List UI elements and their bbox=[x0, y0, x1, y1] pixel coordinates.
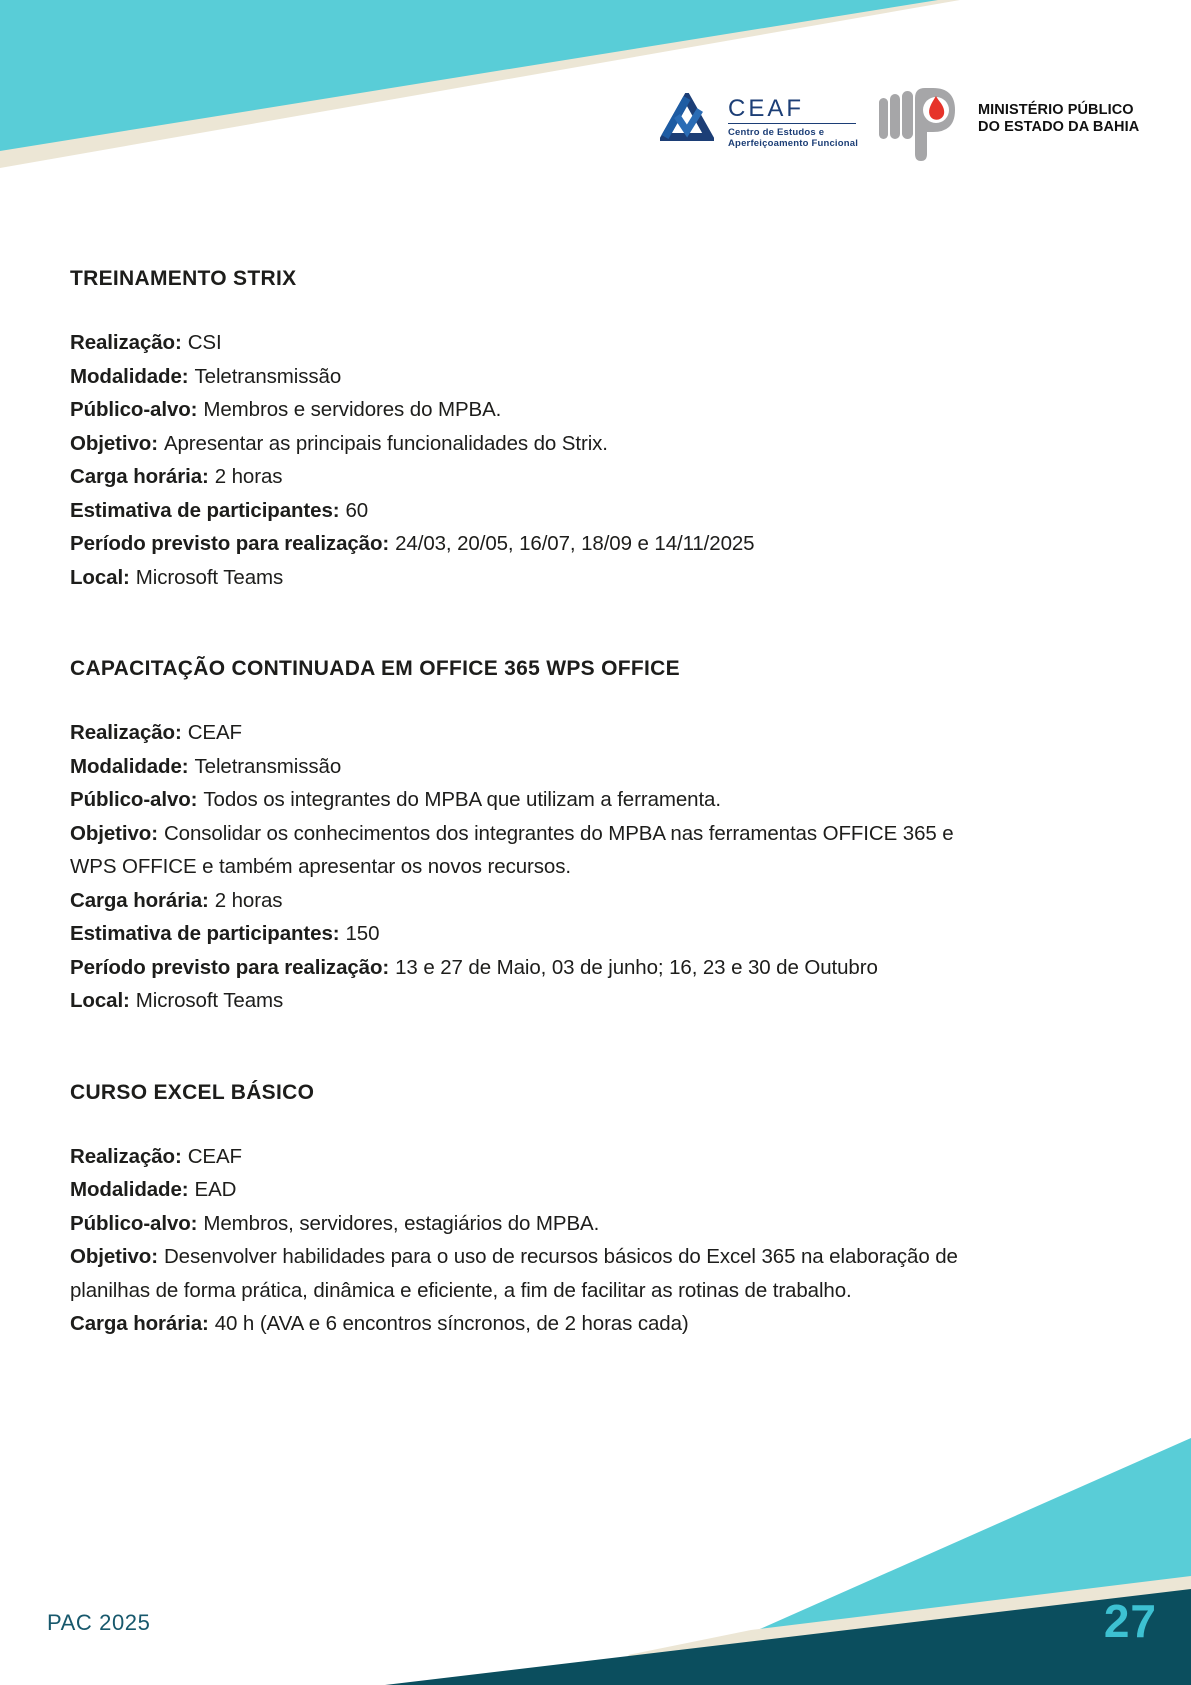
field-label: Modalidade: bbox=[70, 1178, 189, 1201]
field-value: Teletransmissão bbox=[194, 364, 342, 388]
ceaf-acronym: CEAF bbox=[728, 95, 805, 122]
field-value: Apresentar as principais funcionalidades do Strix. bbox=[163, 431, 608, 455]
field-row bbox=[70, 951, 975, 985]
mp-logo-text bbox=[978, 102, 1139, 135]
field-row bbox=[70, 494, 975, 528]
field-value: Teletransmissão bbox=[194, 754, 342, 778]
field-row bbox=[70, 326, 975, 360]
field-label: Estimativa de participantes: bbox=[70, 498, 340, 522]
field-label: Modalidade: bbox=[70, 754, 189, 778]
field-value: Membros, servidores, estagiários do MPBA. bbox=[203, 1211, 600, 1235]
ceaf-subtitle-line1: Centro de Estudos e bbox=[728, 127, 825, 138]
field-row bbox=[70, 427, 975, 461]
section-title: TREINAMENTO STRIX bbox=[70, 267, 297, 290]
field-label: Carga horária: bbox=[70, 888, 209, 912]
mp-text-line1: MINISTÉRIO PÚBLICO bbox=[978, 102, 1134, 118]
field-row bbox=[70, 460, 975, 494]
field-label: Realização: bbox=[70, 331, 182, 354]
field-label: Período previsto para realização: bbox=[70, 532, 390, 555]
field-value: 13 e 27 de Maio, 03 de junho; 16, 23 e 30 de Outubro bbox=[395, 955, 878, 979]
ceaf-logo-text bbox=[728, 93, 858, 149]
field-row bbox=[70, 750, 975, 784]
section-title: CURSO EXCEL BÁSICO bbox=[70, 1080, 315, 1104]
field-value: Microsoft Teams bbox=[135, 565, 284, 589]
field-row bbox=[70, 984, 975, 1018]
ceaf-triangle-icon bbox=[660, 93, 714, 147]
field-label: Carga horária: bbox=[70, 1312, 209, 1335]
field-value: 40 h (AVA e 6 encontros síncronos, de 2 horas cada) bbox=[214, 1312, 689, 1335]
ceaf-subtitle-line2: Aperfeiçoamento Funcional bbox=[728, 138, 859, 149]
footer-dark-triangle bbox=[385, 1589, 1191, 1685]
field-label: Local: bbox=[70, 565, 130, 589]
field-label: Público-alvo: bbox=[70, 788, 198, 811]
field-label: Realização: bbox=[70, 1144, 182, 1168]
document-content bbox=[70, 264, 1116, 1401]
field-label: Objetivo: bbox=[70, 1245, 158, 1268]
field-value: Membros e servidores do MPBA. bbox=[203, 398, 502, 421]
field-value: 150 bbox=[345, 922, 380, 945]
field-label: Carga horária: bbox=[70, 465, 209, 488]
field-value: 24/03, 20/05, 16/07, 18/09 e 14/11/2025 bbox=[395, 532, 755, 555]
field-label: Modalidade: bbox=[70, 364, 189, 388]
field-label: Realização: bbox=[70, 721, 182, 744]
field-row bbox=[70, 884, 975, 918]
section-curso-excel-basico bbox=[70, 1078, 1116, 1341]
mp-text-line2: DO ESTADO DA BAHIA bbox=[978, 118, 1140, 135]
field-row bbox=[70, 716, 975, 750]
field-value: 2 horas bbox=[214, 465, 283, 488]
field-row bbox=[70, 527, 975, 561]
field-row bbox=[70, 393, 975, 427]
field-label: Objetivo: bbox=[70, 821, 158, 845]
field-row bbox=[70, 1307, 975, 1341]
field-label: Público-alvo: bbox=[70, 1211, 198, 1235]
field-row bbox=[70, 1207, 975, 1241]
field-row bbox=[70, 561, 975, 595]
field-label: Público-alvo: bbox=[70, 398, 198, 421]
field-label: Objetivo: bbox=[70, 431, 158, 455]
field-row bbox=[70, 783, 975, 817]
field-value: 60 bbox=[345, 498, 369, 522]
field-value: EAD bbox=[194, 1178, 237, 1201]
field-value: Consolidar os conhecimentos dos integrantes do MPBA nas ferramentas OFFICE 365 e WPS OFFICE e também apresentar os novos recursos. bbox=[70, 821, 954, 878]
field-value: CSI bbox=[187, 331, 222, 354]
field-row bbox=[70, 917, 975, 951]
ceaf-divider-line bbox=[728, 123, 856, 124]
field-label: Período previsto para realização: bbox=[70, 955, 390, 979]
field-value: 2 horas bbox=[214, 888, 283, 912]
mp-flame-icon bbox=[878, 88, 962, 162]
ceaf-logo bbox=[660, 93, 858, 149]
field-row bbox=[70, 360, 975, 394]
mp-bahia-logo bbox=[878, 88, 1139, 162]
section-title: CAPACITAÇÃO CONTINUADA EM OFFICE 365 WPS OFFICE bbox=[70, 657, 680, 680]
field-value: Desenvolver habilidades para o uso de recursos básicos do Excel 365 na elaboração de planilhas de forma prática, dinâmica e eficiente, a fim de facilitar as rotinas de trabalho. bbox=[70, 1245, 958, 1302]
field-row bbox=[70, 817, 975, 884]
field-row bbox=[70, 1140, 975, 1174]
field-row bbox=[70, 1240, 975, 1307]
field-value: CEAF bbox=[187, 1144, 242, 1168]
field-label: Local: bbox=[70, 989, 130, 1012]
section-capacitacao-office bbox=[70, 654, 1116, 1018]
footer-document-label: PAC 2025 bbox=[47, 1610, 151, 1635]
field-value: CEAF bbox=[187, 721, 242, 744]
field-value: Microsoft Teams bbox=[135, 989, 284, 1012]
field-label: Estimativa de participantes: bbox=[70, 922, 340, 945]
field-row bbox=[70, 1173, 975, 1207]
field-value: Todos os integrantes do MPBA que utilizam a ferramenta. bbox=[203, 788, 721, 811]
page-number: 27 bbox=[1103, 1595, 1157, 1647]
page-header bbox=[0, 0, 1191, 180]
section-treinamento-strix bbox=[70, 264, 1116, 594]
